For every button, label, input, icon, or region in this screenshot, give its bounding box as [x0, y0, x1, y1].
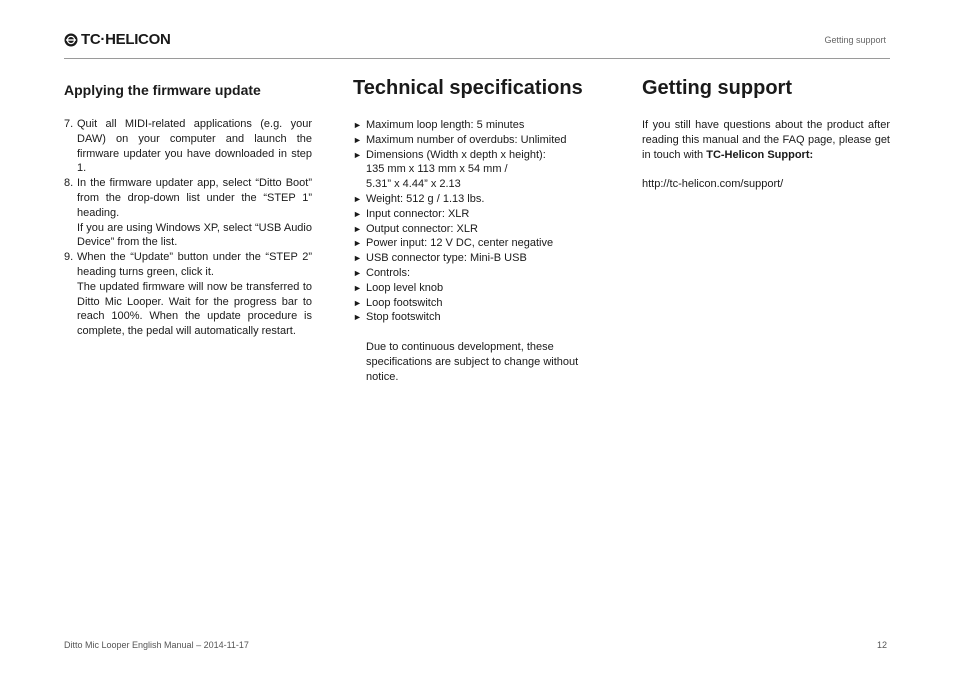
firmware-step: [64, 176, 312, 250]
arrow-bullet-icon: ►: [353, 193, 362, 204]
tc-helicon-logo-icon: [64, 33, 78, 47]
step-number: 9.: [64, 251, 74, 264]
logo-text: TC·HELICON: [81, 31, 171, 48]
specs-column: [353, 76, 601, 384]
brand-logo: [64, 31, 171, 48]
arrow-bullet-icon: ►: [353, 120, 362, 130]
spec-item: [353, 207, 601, 222]
arrow-bullet-icon: ►: [353, 134, 362, 145]
spec-line: Controls:: [366, 266, 411, 279]
page-number: 12: [876, 640, 887, 650]
spec-item: [353, 310, 601, 325]
support-contact: TC-Helicon Support:: [706, 148, 814, 161]
arrow-bullet-icon: ►: [353, 208, 362, 219]
spec-line: 5.31” x 4.44” x 2.13: [366, 178, 461, 191]
firmware-heading: Applying the firmware update: [64, 82, 261, 98]
step-text: Quit all MIDI-related applications (e.g. your DAW) on your computer and launch the firmware updater you have downloaded in step 1.: [77, 118, 312, 175]
specs-note: Due to continuous development, these specifications are subject to change without notice.: [366, 340, 579, 383]
spec-item: [353, 251, 601, 266]
spec-line: Maximum number of overdubs: Unlimited: [366, 133, 567, 146]
spec-item: [353, 266, 601, 281]
spec-item: [353, 222, 601, 237]
spec-line: Power input: 12 V DC, center negative: [366, 237, 554, 250]
firmware-step: [64, 250, 312, 339]
support-body: If you still have questions about the product after reading this manual and the FAQ page, please get in touch with: [642, 119, 890, 161]
spec-item: [353, 118, 601, 133]
spec-line: 135 mm x 113 mm x 54 mm /: [366, 163, 508, 176]
spec-item: [353, 133, 601, 148]
firmware-column: [64, 76, 312, 339]
arrow-bullet-icon: ►: [353, 238, 362, 249]
specs-heading: Technical specifications: [353, 77, 583, 99]
step-number: 7.: [64, 118, 74, 130]
step-text: In the firmware updater app, select “Ditto Boot” from the drop-down list under the “STEP 1” heading.: [77, 177, 312, 219]
spec-line: Weight: 512 g / 1.13 lbs.: [366, 192, 485, 205]
firmware-step: [64, 117, 312, 176]
arrow-bullet-icon: ►: [353, 297, 362, 308]
support-url[interactable]: http://tc-helicon.com/support/: [642, 178, 784, 191]
spec-item: [353, 192, 601, 207]
spec-item: [353, 296, 601, 311]
spec-line: Stop footswitch: [366, 311, 441, 324]
arrow-bullet-icon: ►: [353, 149, 362, 160]
step-number: 8.: [64, 177, 74, 190]
step-text: When the “Update” button under the “STEP 2” heading turns green, click it.: [77, 251, 312, 278]
support-heading: Getting support: [642, 77, 792, 99]
arrow-bullet-icon: ►: [353, 282, 362, 293]
section-label: Getting support: [824, 35, 886, 45]
spec-line: USB connector type: Mini-B USB: [366, 252, 527, 265]
spec-line: Loop footswitch: [366, 296, 443, 309]
arrow-bullet-icon: ►: [353, 312, 362, 323]
page-header: [64, 30, 890, 59]
arrow-bullet-icon: ►: [353, 223, 362, 234]
spec-line: Dimensions (Width x depth x height):: [366, 148, 546, 161]
arrow-bullet-icon: ►: [353, 267, 362, 278]
spec-item: [353, 281, 601, 296]
specs-list: [353, 118, 601, 325]
spec-item: [353, 236, 601, 251]
firmware-steps: [64, 117, 312, 339]
spec-line: Input connector: XLR: [366, 207, 470, 220]
spec-line: Output connector: XLR: [366, 222, 478, 235]
step-text: If you are using Windows XP, select “USB Audio Device” from the list.: [77, 221, 312, 249]
spec-line: Maximum loop length: 5 minutes: [366, 119, 525, 131]
step-text: The updated firmware will now be transferred to Ditto Mic Looper. Wait for the progress bar to reach 100%. When the update procedure is complete, the pedal will automatically restart.: [77, 280, 312, 338]
footer-document-title: Ditto Mic Looper English Manual – 2014-11-17: [64, 640, 249, 650]
support-text: [642, 118, 890, 162]
spec-item: [353, 148, 601, 192]
spec-line: Loop level knob: [366, 281, 444, 294]
arrow-bullet-icon: ►: [353, 253, 362, 264]
support-column: [642, 76, 890, 192]
